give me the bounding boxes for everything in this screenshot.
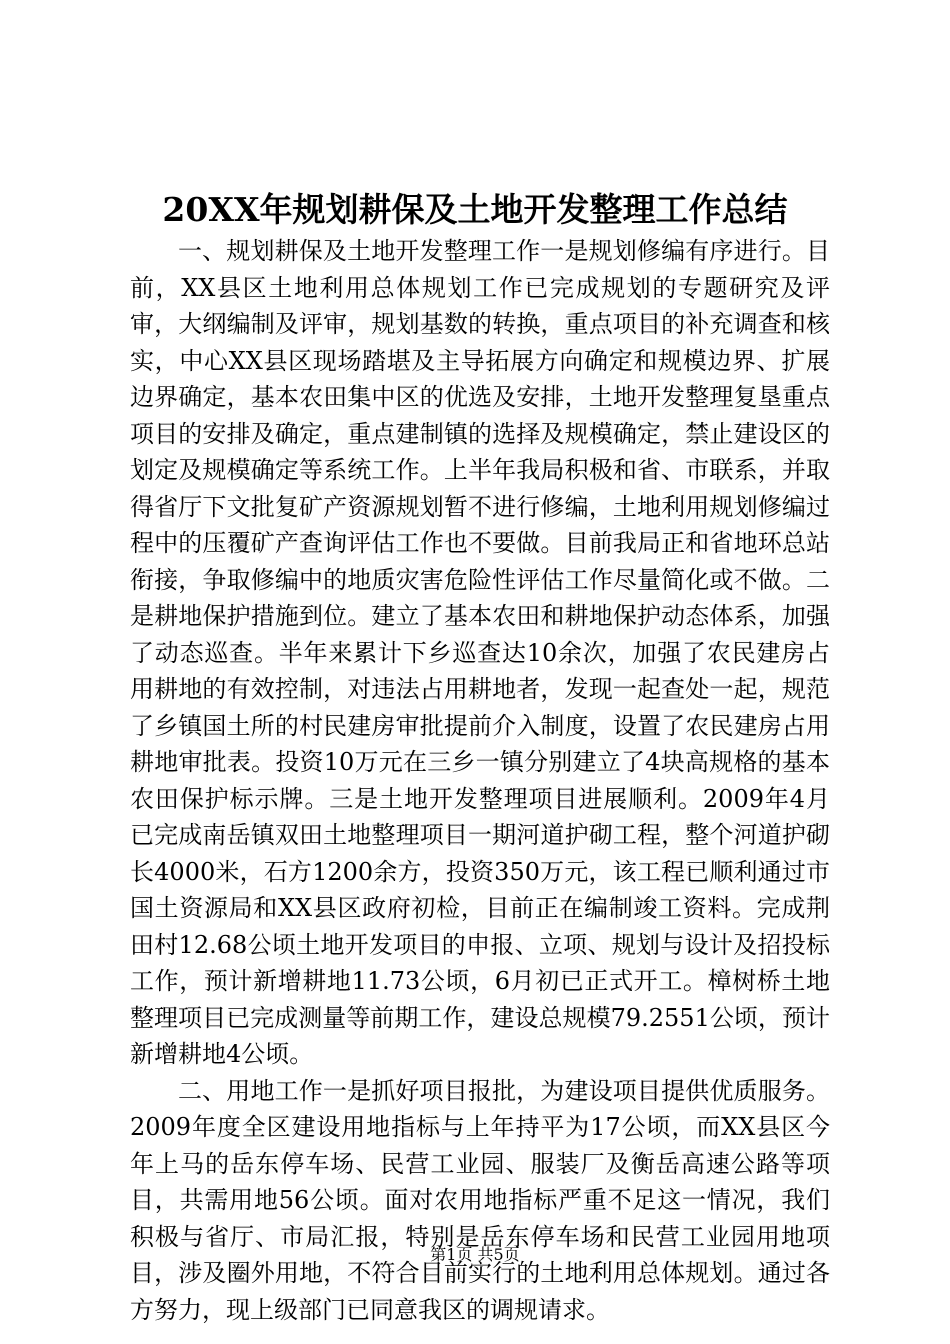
document-title: 20XX年规划耕保及土地开发整理工作总结 <box>162 190 788 229</box>
document-body <box>130 233 830 1328</box>
page-number-footer: 第1页 共5页 <box>430 1245 520 1264</box>
paragraph-1: 一、规划耕保及土地开发整理工作一是规划修编有序进行。目前，XX县区土地利用总体规划工作已完成规划的专题研究及评审，大纲编制及评审，规划基数的转换，重点项目的补充调查和核实，中心XX县区现场踏堪及主导拓展方向确定和规模边界、扩展边界确定，基本农田集中区的优选及安排，土地开发整理复垦重点项目的安排及确定，重点建制镇的选择及规模确定，禁止建设区的划定及规模确定等系统工作。上半年我局积极和省、市联系，并取得省厅下文批复矿产资源规划暂不进行修编，土地利用规划修编过程中的压覆矿产查询评估工作也不要做。目前我局正和省地环总站衔接，争取修编中的地质灾害危险性评估工作尽量简化或不做。二是耕地保护措施到位。建立了基本农田和耕地保护动态体系，加强了动态巡查。半年来累计下乡巡查达10余次，加强了农民建房占用耕地的有效控制，对违法占用耕地者，发现一起查处一起，规范了乡镇国土所的村民建房审批提前介入制度，设置了农民建房占用耕地审批表。投资10万元在三乡一镇分别建立了4块高规格的基本农田保护标示牌。三是土地开发整理项目进展顺利。2009年4月已完成南岳镇双田土地整理项目一期河道护砌工程，整个河道护砌长4000米，石方1200余方，投资350万元，该工程已顺利通过市国土资源局和XX县区政府初检，目前正在编制竣工资料。完成荆田村12.68公顷土地开发项目的申报、立项、规划与设计及招投标工作，预计新增耕地11.73公顷，6月初已正式开工。樟树桥土地整理项目已完成测量等前期工作，建设总规模79.2551公顷，预计新增耕地4公顷。 <box>130 237 830 1068</box>
paragraph-2: 二、用地工作一是抓好项目报批，为建设项目提供优质服务。2009年度全区建设用地指标与上年持平为17公顷，而XX县区今年上马的岳东停车场、民营工业园、服装厂及衡岳高速公路等项目，共需用地56公顷。面对农用地指标严重不足这一情况，我们积极与省厅、市局汇报，特别是岳东停车场和民营工业园用地项目，涉及圈外用地，不符合目前实行的土地利用总体规划。通过各方努力，现上级部门已同意我区的调规请求。 <box>130 1076 830 1324</box>
